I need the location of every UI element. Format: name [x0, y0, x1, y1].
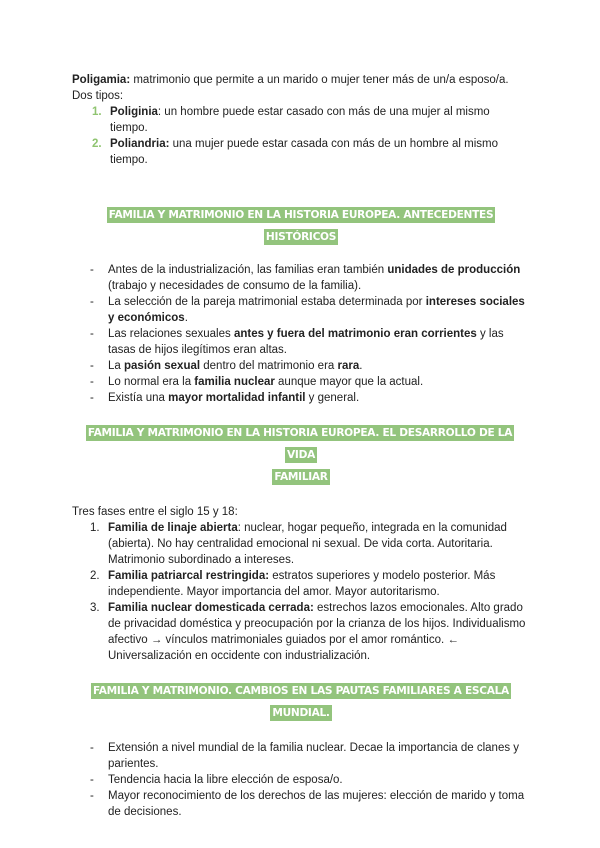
- section-heading-antecedentes: FAMILIA Y MATRIMONIO EN LA HISTORIA EUROPEA. ANTECEDENTES HISTÓRICOS: [108, 209, 494, 243]
- section-heading-desarrollo: FAMILIA Y MATRIMONIO EN LA HISTORIA EUROPEA. EL DESARROLLO DE LA VIDA FAMILIAR: [87, 427, 513, 483]
- cambios-list: [72, 740, 530, 820]
- list-item: - Lo normal era la familia nuclear aunque mayor que la actual.: [90, 376, 424, 388]
- poligamia-definition: Poligamia: matrimonio que permite a un marido o mujer tener más de un/a esposo/a. Dos tipos:: [72, 74, 509, 102]
- list-item: - La pasión sexual dentro del matrimonio era rara.: [90, 360, 363, 372]
- list-item: 1. Poliginia: un hombre puede estar casado con más de una mujer al mismo tiempo.: [92, 106, 490, 134]
- list-item: 3. Familia nuclear domesticada cerrada: estrechos lazos emocionales. Alto grado de privacidad doméstica y preocupación por la crianza de los hijos. Individualismo afectivo → vínculos matrimoniales guiados por el amor romántico. ← Universalización en occidente con industrialización.: [90, 602, 526, 662]
- poligamia-types-list: [72, 104, 530, 168]
- desarrollo-lead: Tres fases entre el siglo 15 y 18:: [72, 506, 238, 518]
- antecedentes-list: [72, 262, 530, 406]
- list-item: - Extensión a nivel mundial de la familia nuclear. Decae la importancia de clanes y parientes.: [90, 742, 520, 770]
- document-page: [72, 72, 530, 820]
- section-heading-cambios: FAMILIA Y MATRIMONIO. CAMBIOS EN LAS PAUTAS FAMILIARES A ESCALA MUNDIAL.: [93, 685, 509, 719]
- poligamia-term: Poligamia:: [72, 74, 131, 86]
- list-item: 2. Poliandria: una mujer puede estar casada con más de un hombre al mismo tiempo.: [92, 138, 499, 166]
- list-item: 1. Familia de linaje abierta: nuclear, hogar pequeño, integrada en la comunidad (abierta). No hay centralidad emocional ni sexual. De vida corta. Autoritaria. Matrimonio subordinado a intereses.: [90, 522, 507, 566]
- list-item: - Existía una mayor mortalidad infantil y general.: [90, 392, 360, 404]
- list-item: - Tendencia hacia la libre elección de esposa/o.: [90, 774, 343, 786]
- list-item: - Las relaciones sexuales antes y fuera del matrimonio eran corrientes y las tasas de hijos ilegítimos eran altas.: [90, 328, 504, 356]
- list-item: - La selección de la pareja matrimonial estaba determinada por intereses sociales y económicos.: [90, 296, 525, 324]
- desarrollo-list: [72, 520, 530, 664]
- list-item: - Antes de la industrialización, las familias eran también unidades de producción (trabajo y necesidades de consumo de la familia).: [90, 264, 521, 292]
- list-item: - Mayor reconocimiento de los derechos de las mujeres: elección de marido y toma de decisiones.: [90, 790, 525, 818]
- list-item: 2. Familia patriarcal restringida: estratos superiores y modelo posterior. Más independiente. Mayor importancia del amor. Mayor autoritarismo.: [90, 570, 496, 598]
